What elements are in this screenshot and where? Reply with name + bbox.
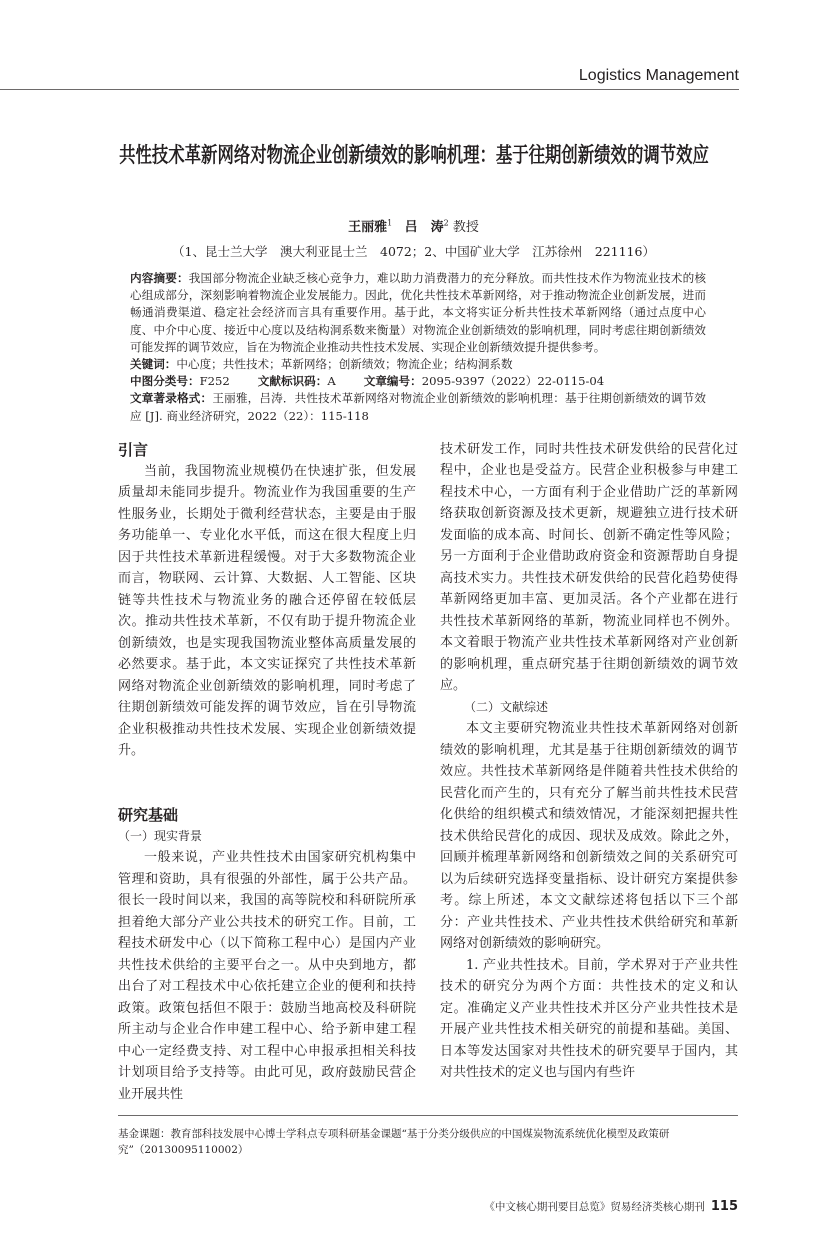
article-title: 共性技术革新网络对物流企业创新绩效的影响机理：基于往期创新绩效的调节效应: [118, 143, 709, 167]
literature-paragraph-2: 1. 产业共性技术。目前，学术界对于产业共性技术的研究分为两个方面：共性技术的定义和认定。准确定义产业共性技术并区分产业共性技术是开展产业共性技术相关研究的前提和基础。美国、日本等发达国家对共性技术的研究要早于国内，其对共性技术的定义也与国内有些许: [440, 957, 738, 1081]
journal-note: 《中文核心期刊要目总览》贸易经济类核心期刊: [484, 1201, 705, 1214]
author-1-sup: 1: [387, 218, 393, 228]
fund-text: 教育部科技发展中心博士学科点专项科研基金课题“基于分类分级供应的中国煤炭物流系统优化模型及政策研究”（20130095110002）: [118, 1128, 670, 1157]
clc-number: F252: [199, 374, 230, 389]
doc-code: A: [327, 374, 336, 389]
background-paragraph: 一般来说，产业共性技术由国家研究机构集中管理和资助，具有很强的外部性，属于公共产品。很长一段时间以来，我国的高等院校和科研院所承担着绝大部分产业公共技术的研究工作。目前，工程技术研发中心（以下简称工程中心）是国内产业共性技术供给的主要平台之一。从中央到地方，都出台了对工程技术中心依托建立企业的便利和扶持政策。政策包括但不限于：鼓励当地高校及科研院所主动与企业合作申建工程中心、给予新申建工程中心一定经费支持、对工程中心申报承担相关科技计划项目给予支持等。由此可见，政府鼓励民营企业开展共性: [118, 850, 416, 1102]
subsection-heading-1: （一）现实背景: [118, 828, 203, 843]
left-column: [118, 439, 416, 1106]
right-column: [440, 439, 738, 1084]
header-rule: [0, 66, 739, 90]
authors: [0, 218, 827, 238]
section-heading-basis: 研究基础: [118, 805, 179, 824]
author-1: 王丽雅: [348, 220, 388, 235]
page-footer: [400, 1198, 738, 1216]
title-block: [0, 140, 827, 170]
subsection-heading-2: （二）文献综述: [464, 699, 549, 714]
keywords: 关键词：中心度；共性技术；革新网络；创新绩效；物流企业；结构洞系数: [130, 357, 513, 372]
author-2-title: 教授: [452, 220, 479, 235]
page-number: 115: [710, 1199, 738, 1215]
fund-note: [118, 1126, 708, 1158]
fund-label: 基金课题：: [118, 1128, 171, 1141]
author-2-sup: 2: [443, 218, 449, 228]
abstract: 内容摘要：我国部分物流企业缺乏核心竞争力，难以助力消费潜力的充分释放。而共性技术作为物流业技术的核心组成部分，深刻影响着物流企业发展能力。因此，优化共性技术革新网络，对于推动物流企业创新发展，进而畅通消费渠道、稳定社会经济而言具有重要作用。基于此，本文将实证分析共性技术革新网络（通过点度中心度、中介中心度、接近中心度以及结构洞系数来衡量）对物流企业创新绩效的影响机理，同时考虑往期创新绩效可能发挥的调节效应，旨在为物流企业推动共性技术发展、实现企业创新绩效提升提供参考。: [130, 271, 706, 354]
footnote-rule: [118, 1115, 738, 1116]
classification-row: 中图分类号：F252 文献标识码：A 文章编号：2095-9397（2022）22-0115-04: [130, 374, 605, 389]
author-2: 吕 涛: [404, 220, 444, 235]
section-heading-intro: 引言: [118, 440, 149, 459]
article-number: 2095-9397（2022）22-0115-04: [421, 374, 605, 389]
literature-paragraph-1: 本文主要研究物流业共性技术革新网络对创新绩效的影响机理，尤其是基于往期创新绩效的调节效应。共性技术革新网络是伴随着共性技术供给的民营化而产生的，只有充分了解当前共性技术民营化供给的组织模式和绩效情况，才能深刻把握共性技术供给民营化的成因、现状及成效。除此之外，回顾并梳理革新网络和创新绩效之间的关系研究可以为后续研究选择变量指标、设计研究方案提供参考。综上所述，本文文献综述将包括以下三个部分：产业共性技术、产业共性技术供给研究和革新网络对创新绩效的影响研究。: [440, 721, 738, 952]
intro-paragraph: 当前，我国物流业规模仍在快速扩张，但发展质量却未能同步提升。物流业作为我国重要的生产性服务业，长期处于微利经营状态，主要是由于服务功能单一、专业化水平低，而这在很大程度上归因于共性技术革新进程缓慢。对于大多数物流企业而言，物联网、云计算、大数据、人工智能、区块链等共性技术与物流业务的融合还停留在较低层次。推动共性技术革新，不仅有助于提升物流企业创新绩效，也是实现我国物流业整体高质量发展的必然要求。基于此，本文实证探究了共性技术革新网络对物流企业创新绩效的影响机理，同时考虑了往期创新绩效可能发挥的调节效应，旨在引导物流企业积极推动共性技术发展、实现企业创新绩效提升。: [118, 463, 416, 759]
background-paragraph-cont: 技术研发工作，同时共性技术研发供给的民营化过程中，企业也是受益方。民营企业积极参与申建工程技术中心，一方面有利于企业借助广泛的革新网络获取创新资源及技术更新，规避独立进行技术研发面临的成本高、时间长、创新不确定性等风险；另一方面利于企业借助政府资金和资源帮助自身提高技术实力。共性技术研发供给的民营化趋势使得革新网络更加丰富、更加灵活。各个产业都在进行共性技术革新网络的革新，物流业同样也不例外。本文着眼于物流产业共性技术革新网络对产业创新的影响机理，重点研究基于往期创新绩效的调节效应。: [440, 441, 738, 694]
running-header: Logistics Management: [578, 67, 739, 84]
body-columns: [118, 439, 738, 1106]
abstract-block: [130, 270, 706, 425]
citation-format: 文章著录格式：王丽雅，吕涛．共性技术革新网络对物流企业创新绩效的影响机理：基于往期创新绩效的调节效应 [J]. 商业经济研究，2022（22）：115-118: [130, 391, 706, 423]
affiliation: （1、昆士兰大学 澳大利亚昆士兰 4072；2、中国矿业大学 江苏徐州 221116）: [172, 244, 655, 259]
